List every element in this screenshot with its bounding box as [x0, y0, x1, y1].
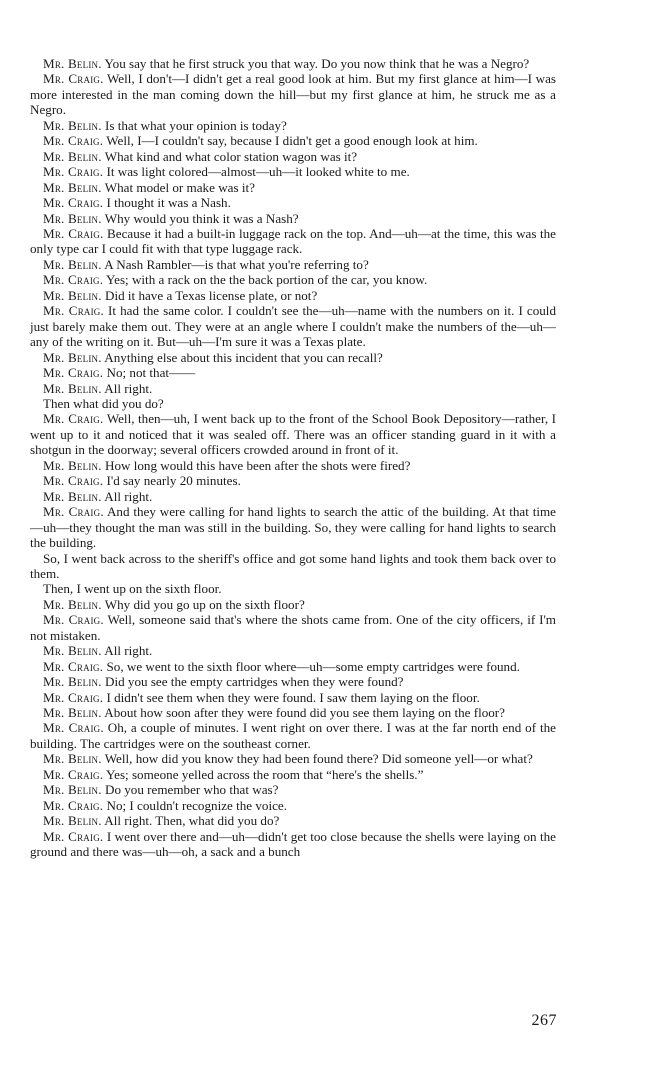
- page-number: 267: [531, 1012, 557, 1029]
- speaker-label: Mr. Belin.: [43, 256, 102, 272]
- testimony-paragraph: [30, 504, 556, 550]
- testimony-paragraph: [30, 164, 556, 179]
- paragraph-text: Why would you think it was a Nash?: [104, 210, 299, 226]
- speaker-label: Mr. Belin.: [43, 148, 102, 164]
- testimony-paragraph: [30, 813, 556, 828]
- speaker-label: Mr. Craig.: [43, 689, 104, 705]
- paragraph-text: And they were calling for hand lights to search the attic of the building. At that time—uh—they thought the man was still in the building. So, they were calling for hand lights to search the building.: [30, 504, 556, 551]
- speaker-label: Mr. Belin.: [43, 488, 102, 504]
- paragraph-text: All right. Then, what did you do?: [104, 813, 280, 829]
- paragraph-text: No; I couldn't recognize the voice.: [106, 797, 287, 813]
- paragraph-text: I'd say nearly 20 minutes.: [106, 473, 241, 489]
- paragraph-text: What model or make was it?: [104, 179, 255, 195]
- speaker-label: Mr. Belin.: [43, 813, 102, 829]
- paragraph-text: All right.: [104, 643, 153, 659]
- speaker-label: Mr. Belin.: [43, 56, 102, 71]
- paragraph-text: How long would this have been after the shots were fired?: [104, 457, 411, 473]
- speaker-label: Mr. Belin.: [43, 210, 102, 226]
- speaker-label: Mr. Belin.: [43, 457, 102, 473]
- paragraph-text: No; not that——: [106, 365, 196, 381]
- paragraph-text: Well, I—I couldn't say, because I didn't get a good enough look at him.: [106, 133, 478, 149]
- speaker-label: Mr. Belin.: [43, 117, 102, 133]
- speaker-label: Mr. Belin.: [43, 287, 102, 303]
- paragraph-text: Is that what your opinion is today?: [104, 117, 287, 133]
- speaker-label: Mr. Belin.: [43, 349, 102, 365]
- testimony-paragraph: [30, 56, 556, 71]
- speaker-label: Mr. Belin.: [43, 596, 102, 612]
- paragraph-text: Well, someone said that's where the shots came from. One of the city officers, if I'm not mistaken.: [30, 612, 556, 643]
- paragraph-text: I didn't see them when they were found. I saw them laying on the floor.: [106, 689, 480, 705]
- speaker-label: Mr. Craig.: [43, 411, 104, 427]
- testimony-paragraph: [30, 705, 556, 720]
- paragraph-text: I thought it was a Nash.: [106, 195, 231, 211]
- testimony-paragraph: [30, 133, 556, 148]
- testimony-paragraph: [30, 674, 556, 689]
- testimony-paragraph: [30, 551, 556, 582]
- speaker-label: Mr. Craig.: [43, 71, 104, 87]
- speaker-label: Mr. Craig.: [43, 766, 104, 782]
- paragraph-text: Yes; with a rack on the the back portion of the car, you know.: [106, 272, 428, 288]
- testimony-paragraph: [30, 226, 556, 257]
- paragraph-text: Because it had a built-in luggage rack on the top. And—uh—at the time, this was the only type car I could fit with that type luggage rack.: [30, 225, 556, 257]
- testimony-paragraph: [30, 473, 556, 488]
- testimony-paragraph: [30, 257, 556, 272]
- speaker-label: Mr. Craig.: [43, 303, 104, 319]
- testimony-paragraph: [30, 396, 556, 411]
- testimony-paragraph: [30, 288, 556, 303]
- testimony-paragraph: [30, 597, 556, 612]
- speaker-label: Mr. Belin.: [43, 674, 102, 690]
- speaker-label: Mr. Craig.: [43, 797, 104, 813]
- paragraph-text: Well, then—uh, I went back up to the front of the School Book Depository—rather, I went up to it and noticed that it was sealed off. There was an officer standing guard in it with a shotgun in the doorway; several officers crowded around in front of it.: [30, 411, 557, 458]
- testimony-paragraph: [30, 458, 556, 473]
- speaker-label: Mr. Belin.: [43, 751, 102, 767]
- speaker-label: Mr. Belin.: [43, 179, 102, 195]
- speaker-label: Mr. Craig.: [43, 720, 104, 736]
- testimony-paragraph: [30, 720, 556, 751]
- testimony-paragraph: [30, 195, 556, 210]
- paragraph-text: Then what did you do?: [43, 395, 164, 411]
- testimony-paragraph: [30, 381, 556, 396]
- paragraph-text: Did you see the empty cartridges when they were found?: [104, 674, 404, 690]
- testimony-paragraph: [30, 659, 556, 674]
- paragraph-text: It had the same color. I couldn't see the—uh—name with the numbers on it. I could just barely make them out. They were at an angle where I couldn't make the numbers of the—uh—any of the writing on it. But—uh—I'm sure it was a Texas plate.: [30, 303, 556, 350]
- testimony-paragraph: [30, 365, 556, 380]
- speaker-label: Mr. Craig.: [43, 612, 104, 628]
- paragraph-text: Well, I don't—I didn't get a real good look at him. But my first glance at him—I was more interested in the man coming down the hill—but my first glance at him, he struck me as a Negro.: [30, 71, 556, 118]
- paragraph-text: Why did you go up on the sixth floor?: [104, 596, 305, 612]
- speaker-label: Mr. Craig.: [43, 504, 104, 520]
- speaker-label: Mr. Craig.: [43, 272, 104, 288]
- paragraph-text: About how soon after they were found did you see them laying on the floor?: [104, 705, 505, 721]
- testimony-paragraph: [30, 180, 556, 195]
- paragraph-text: Well, how did you know they had been found there? Did someone yell—or what?: [104, 751, 533, 767]
- paragraph-text: Did it have a Texas license plate, or not?: [104, 287, 318, 303]
- testimony-paragraph: [30, 350, 556, 365]
- paragraph-text: All right.: [104, 488, 153, 504]
- testimony-paragraph: [30, 690, 556, 705]
- paragraph-text: It was light colored—almost—uh—it looked white to me.: [106, 164, 410, 180]
- testimony-paragraph: [30, 829, 556, 860]
- testimony-paragraph: [30, 612, 556, 643]
- speaker-label: Mr. Craig.: [43, 828, 104, 844]
- testimony-paragraph: [30, 411, 556, 457]
- speaker-label: Mr. Craig.: [43, 133, 104, 149]
- paragraph-text: Then, I went up on the sixth floor.: [43, 581, 222, 597]
- speaker-label: Mr. Belin.: [43, 705, 102, 721]
- testimony-paragraph: [30, 798, 556, 813]
- testimony-paragraph: [30, 272, 556, 287]
- testimony-page: [30, 56, 556, 860]
- speaker-label: Mr. Belin.: [43, 643, 102, 659]
- testimony-paragraph: [30, 149, 556, 164]
- speaker-label: Mr. Craig.: [43, 225, 104, 241]
- speaker-label: Mr. Craig.: [43, 164, 104, 180]
- testimony-paragraph: [30, 643, 556, 658]
- testimony-paragraph: [30, 211, 556, 226]
- testimony-paragraph: [30, 782, 556, 797]
- speaker-label: Mr. Belin.: [43, 782, 102, 798]
- testimony-paragraph: [30, 118, 556, 133]
- speaker-label: Mr. Craig.: [43, 195, 104, 211]
- testimony-paragraph: [30, 71, 556, 117]
- speaker-label: Mr. Belin.: [43, 380, 102, 396]
- paragraph-text: I went over there and—uh—didn't get too close because the shells were laying on the ground and there was—uh—oh, a sack and a bunch: [30, 828, 556, 860]
- paragraph-text: So, I went back across to the sheriff's office and got some hand lights and took them back over to them.: [30, 550, 556, 581]
- testimony-paragraph: [30, 751, 556, 766]
- paragraph-text: What kind and what color station wagon was it?: [104, 148, 358, 164]
- speaker-label: Mr. Craig.: [43, 658, 104, 674]
- paragraph-text: Do you remember who that was?: [104, 782, 279, 798]
- testimony-paragraph: [30, 489, 556, 504]
- paragraph-text: Yes; someone yelled across the room that “here's the shells.”: [106, 766, 424, 782]
- paragraph-text: So, we went to the sixth floor where—uh—some empty cartridges were found.: [106, 658, 520, 674]
- paragraph-text: A Nash Rambler—is that what you're referring to?: [104, 256, 369, 272]
- paragraph-text: You say that he first struck you that way. Do you now think that he was a Negro?: [104, 56, 530, 71]
- speaker-label: Mr. Craig.: [43, 473, 104, 489]
- paragraph-text: Anything else about this incident that you can recall?: [104, 349, 383, 365]
- testimony-paragraph: [30, 303, 556, 349]
- paragraph-text: Oh, a couple of minutes. I went right on over there. I was at the far north end of the building. The cartridges were on the southeast corner.: [30, 720, 556, 751]
- paragraph-text: All right.: [104, 380, 153, 396]
- testimony-paragraph: [30, 767, 556, 782]
- speaker-label: Mr. Craig.: [43, 365, 104, 381]
- testimony-paragraph: [30, 581, 556, 596]
